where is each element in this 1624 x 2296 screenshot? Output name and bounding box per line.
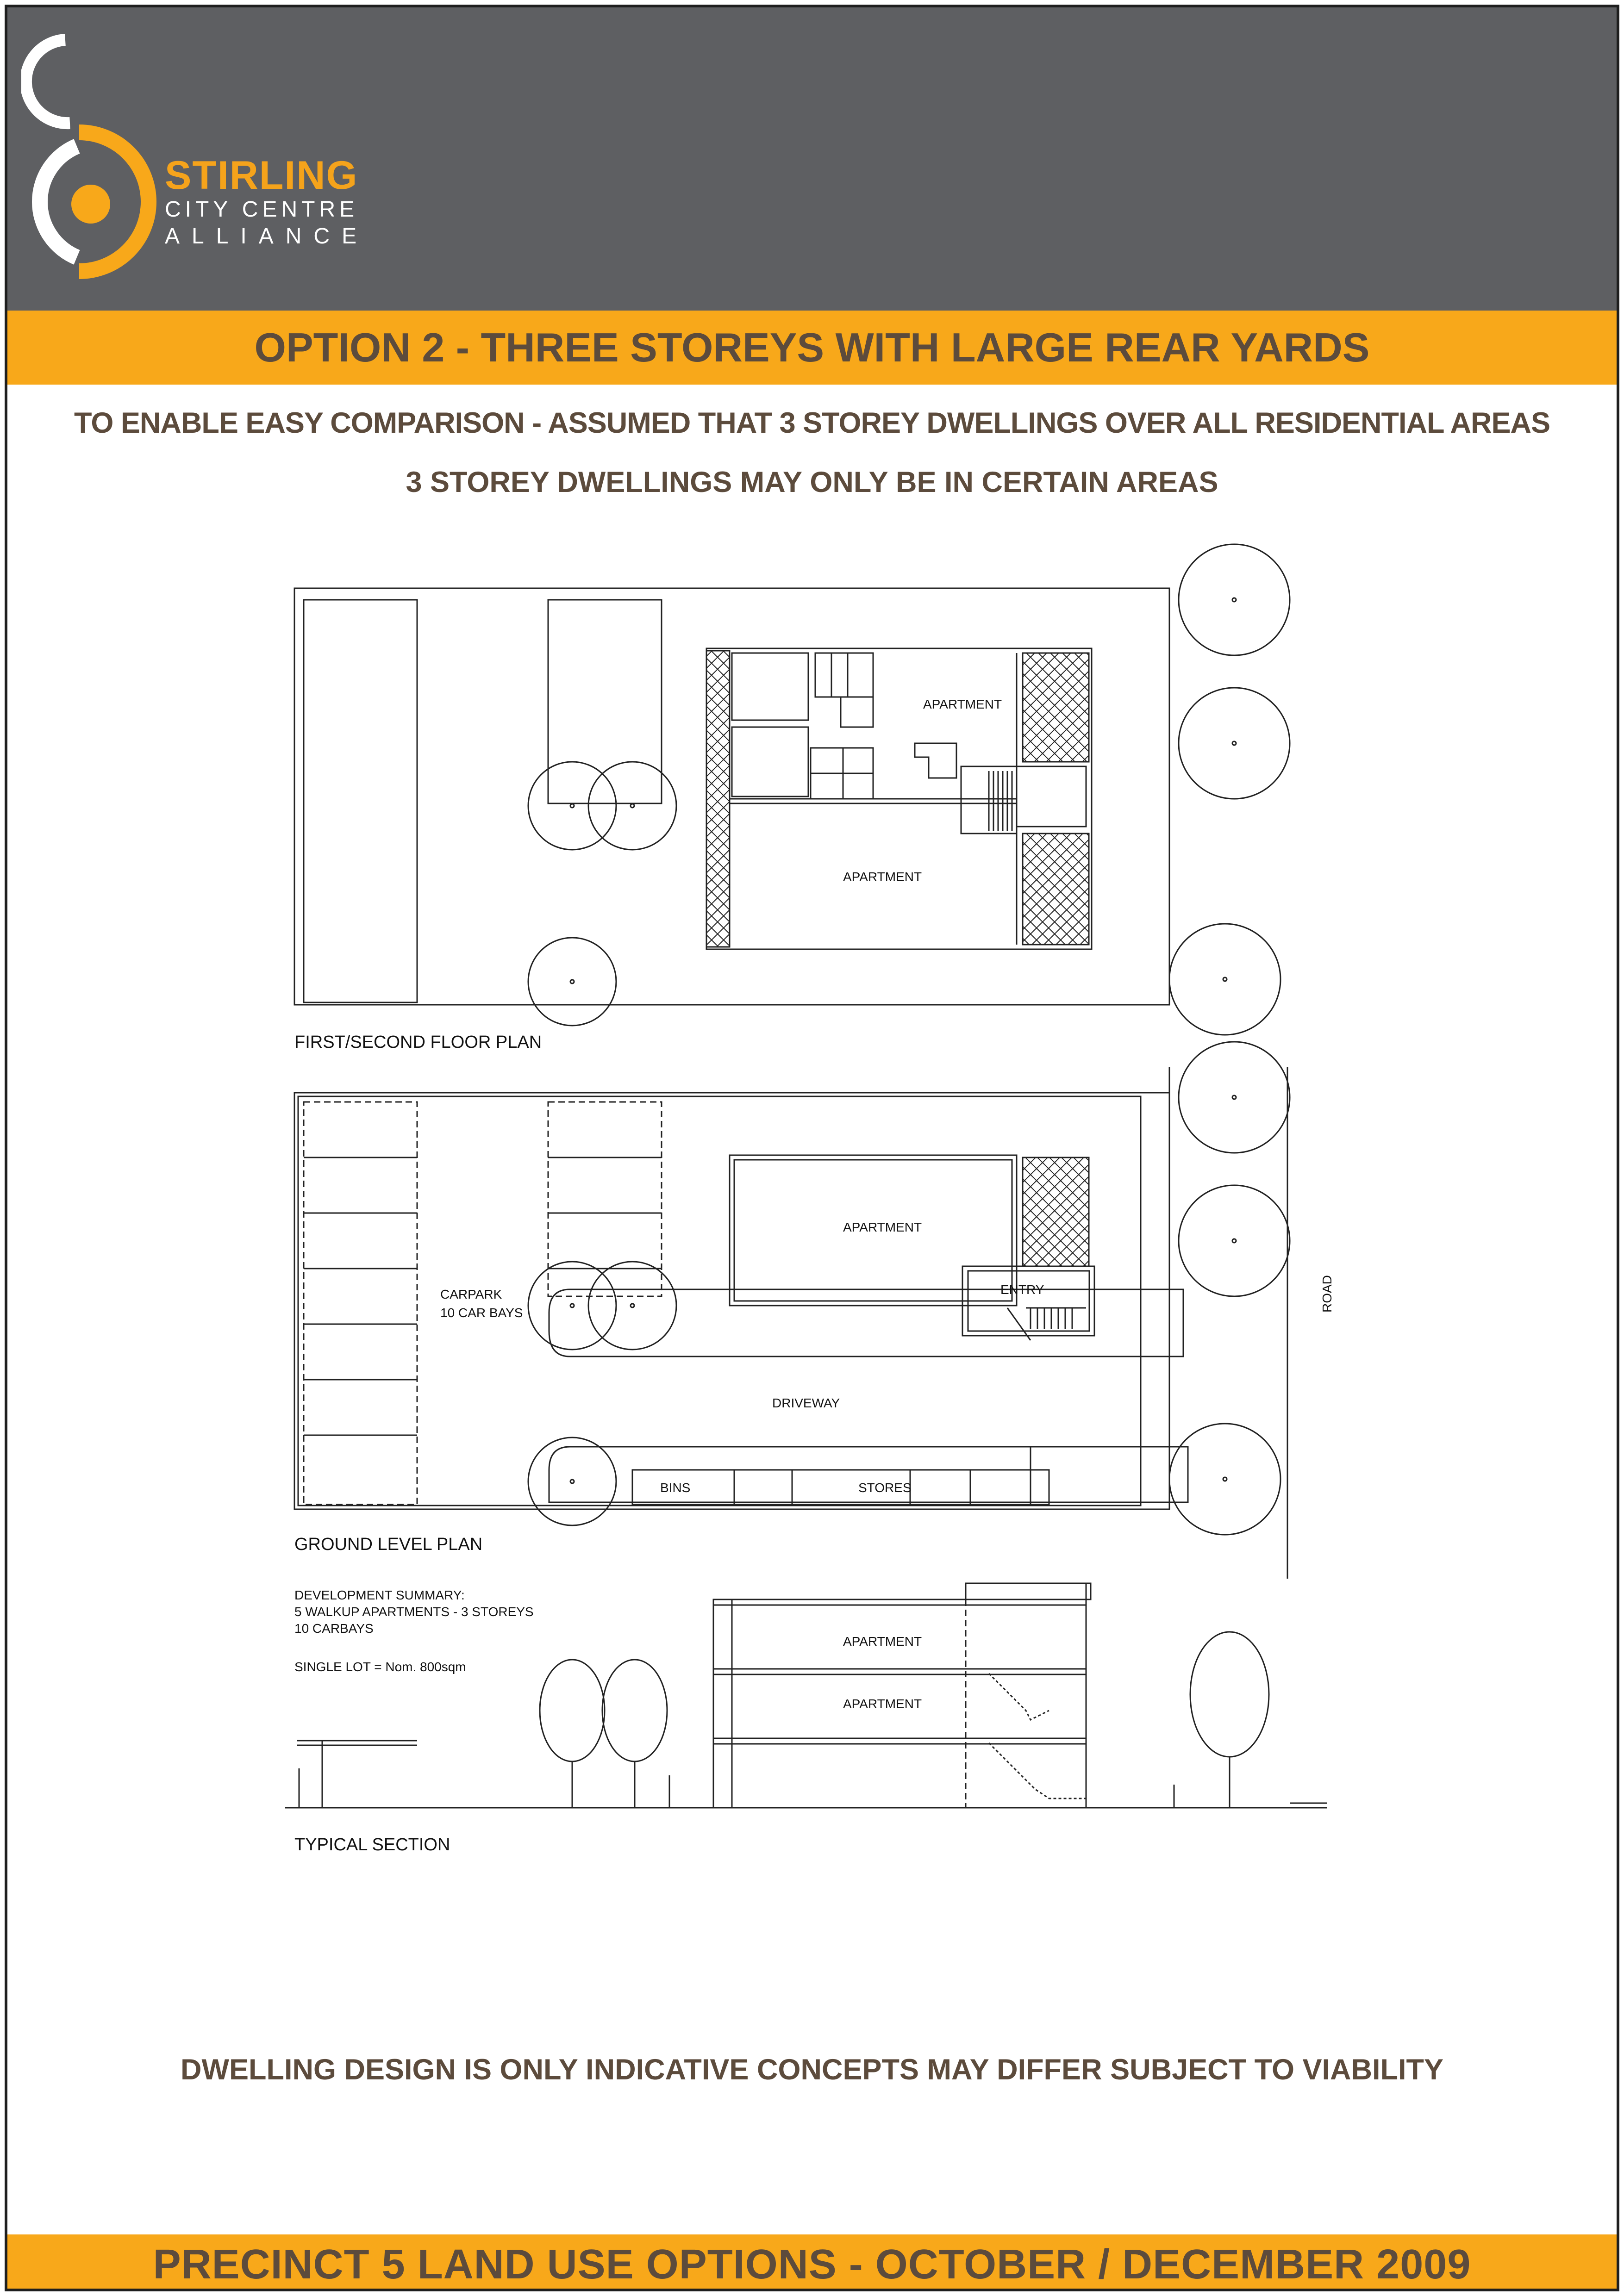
room (732, 653, 808, 720)
label-driveway: DRIVEWAY (772, 1396, 840, 1410)
caption-section: TYPICAL SECTION (294, 1835, 450, 1854)
parking-bay-column (304, 1102, 417, 1505)
footer-bar (7, 2234, 1617, 2291)
balcony-hatch (1023, 653, 1089, 762)
parking-bay-column (548, 1102, 662, 1296)
section-tree (602, 1660, 667, 1761)
label-entry: ENTRY (1000, 1282, 1044, 1297)
label-apartment: APARTMENT (843, 870, 922, 884)
page-frame (5, 5, 1619, 2291)
summary-line: SINGLE LOT = Nom. 800sqm (294, 1660, 466, 1674)
label-apartment: APARTMENT (843, 1697, 922, 1711)
disclaimer-note: DWELLING DESIGN IS ONLY INDICATIVE CONCEPTS MAY DIFFER SUBJECT TO VIABILITY (181, 2053, 1443, 2086)
subtitle-certain-areas: 3 STOREY DWELLINGS MAY ONLY BE IN CERTAIN AREAS (406, 466, 1218, 498)
caption-ground-level: GROUND LEVEL PLAN (294, 1535, 483, 1554)
label-stores: STORES (858, 1481, 912, 1495)
room (732, 727, 808, 796)
logo-line-stirling: STIRLING (165, 153, 358, 198)
section-wall (713, 1599, 732, 1808)
tree-canopy (528, 1437, 616, 1525)
summary-line: 5 WALKUP APARTMENTS - 3 STOREYS (294, 1605, 534, 1619)
stores-row (632, 1470, 1049, 1505)
label-apartment: APARTMENT (843, 1634, 922, 1649)
section-street-tree (1190, 1632, 1269, 1757)
logo-line-city-centre: CITY CENTRE (165, 197, 359, 222)
label-bins: BINS (660, 1481, 691, 1495)
room (815, 653, 873, 697)
street-tree (1179, 1042, 1290, 1153)
label-apartment: APARTMENT (923, 697, 1002, 711)
summary-heading: DEVELOPMENT SUMMARY: (294, 1588, 465, 1602)
section-tree (540, 1660, 605, 1761)
street-tree (1169, 1424, 1280, 1535)
balcony-hatch (1023, 1157, 1089, 1266)
balcony-hatch (706, 651, 730, 947)
summary-line: 10 CARBAYS (294, 1621, 374, 1636)
label-road: ROAD (1320, 1275, 1334, 1313)
architectural-drawing (7, 7, 1619, 2291)
tree-canopy (528, 762, 616, 850)
stair-landing (1017, 766, 1086, 827)
tree-canopy (588, 1262, 676, 1350)
tree-canopy (528, 938, 616, 1026)
rear-shed (304, 600, 417, 1002)
room (841, 697, 873, 727)
tree-canopy (528, 1262, 616, 1350)
driveway-island (549, 1289, 1183, 1356)
subtitle-comparison: TO ENABLE EASY COMPARISON - ASSUMED THAT 3 STOREY DWELLINGS OVER ALL RESIDENTIAL AREAS (74, 407, 1550, 439)
tree-canopy (588, 762, 676, 850)
street-tree (1179, 544, 1290, 655)
balcony-hatch (1023, 834, 1089, 945)
footer-text: PRECINCT 5 LAND USE OPTIONS - OCTOBER / DECEMBER 2009 (153, 2241, 1471, 2288)
page-title: OPTION 2 - THREE STOREYS WITH LARGE REAR YARDS (254, 324, 1370, 370)
label-car-bays: 10 CAR BAYS (440, 1306, 523, 1320)
label-carpark: CARPARK (440, 1287, 502, 1301)
section-roof (966, 1583, 1091, 1599)
rear-structure (548, 600, 662, 803)
first-floor-plan (294, 544, 1290, 1035)
stair-treads (989, 771, 1012, 831)
caption-first-floor: FIRST/SECOND FLOOR PLAN (294, 1033, 542, 1052)
street-tree (1179, 688, 1290, 799)
logo-line-alliance: ALLIANCE (165, 224, 369, 249)
street-tree (1179, 1185, 1290, 1296)
label-apartment: APARTMENT (843, 1220, 922, 1234)
street-tree (1169, 924, 1280, 1035)
kitchen-bench (915, 743, 956, 778)
